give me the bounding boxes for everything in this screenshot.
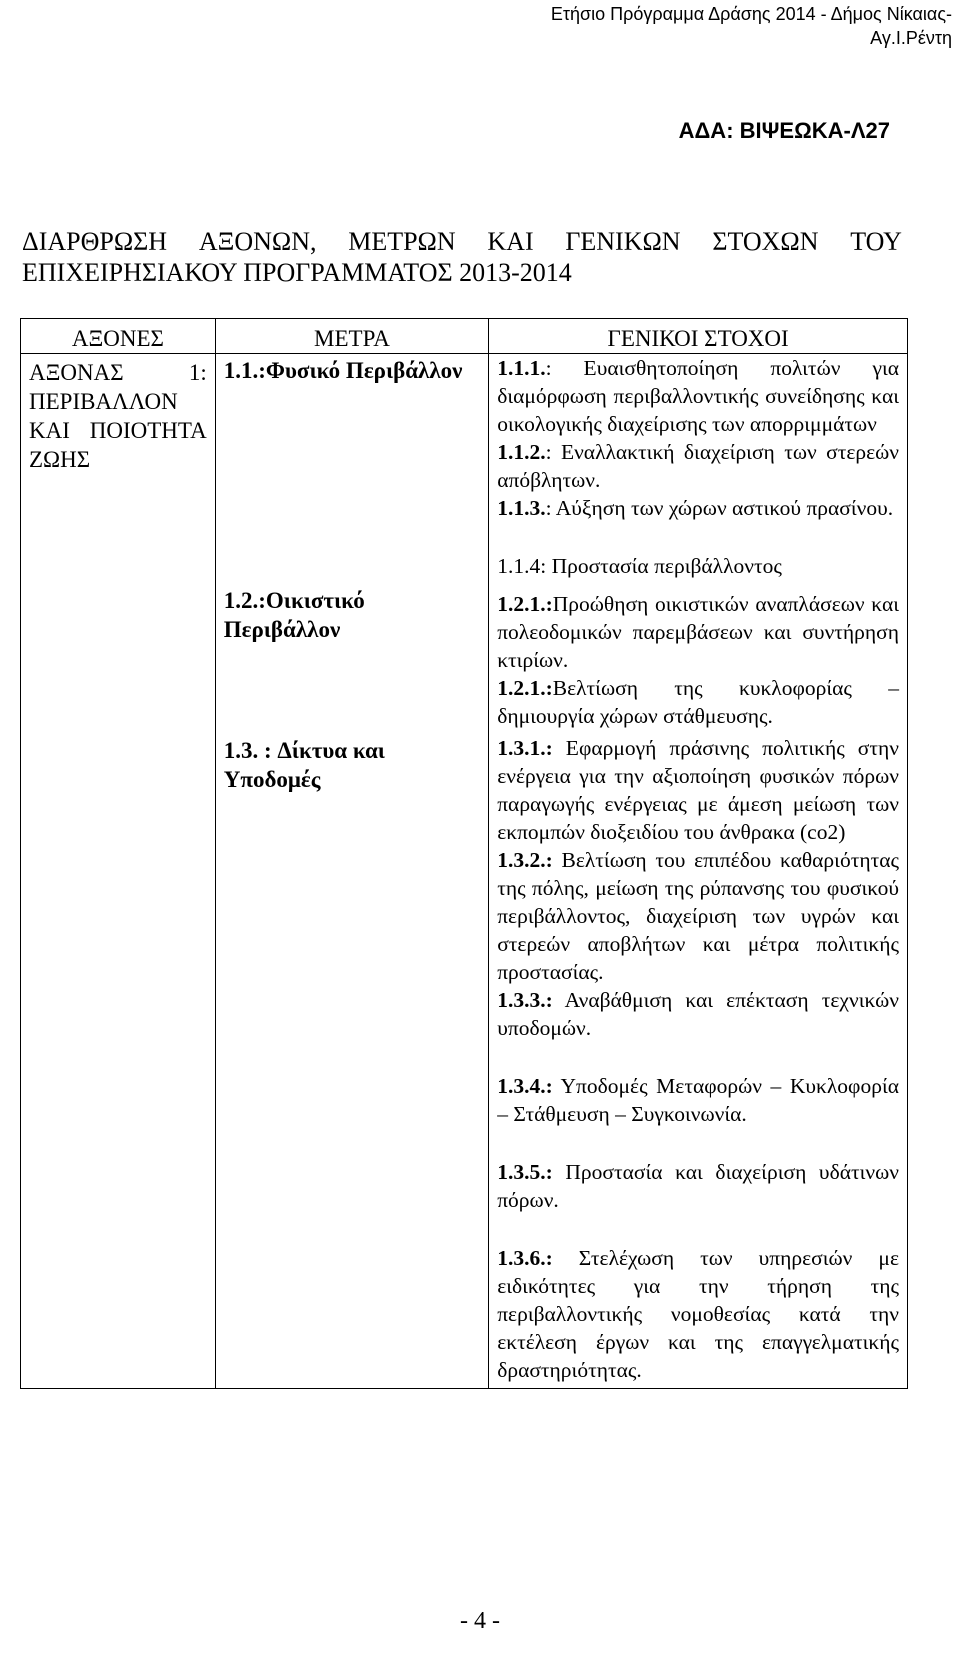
goal-text: Αναβάθμιση και επέκταση τεχνικών υποδομών. (497, 988, 899, 1040)
document-title (22, 226, 902, 288)
goal-item (497, 438, 899, 494)
running-header-line1: Ετήσιο Πρόγραμμα Δράσης 2014 - Δήμος Νίκαιας- (550, 4, 952, 24)
ada-code: ΑΔΑ: ΒΙΨΕΩΚΑ-Λ27 (678, 118, 890, 143)
running-header (432, 2, 952, 50)
goal-code: 1.3.5.: (497, 1160, 553, 1184)
goal-item (497, 674, 899, 730)
goal-item (497, 354, 899, 438)
goal-item (497, 846, 899, 986)
measure-name: Δίκτυα και Υποδομές (223, 738, 385, 792)
goal-text: : Εναλλακτική διαχείριση των στερεών απόβλητων. (497, 440, 899, 492)
goal-text: Προστασία και διαχείριση υδάτινων πόρων. (497, 1160, 899, 1212)
document-title-line2: ΕΠΙΧΕΙΡΗΣΙΑΚΟΥ ΠΡΟΓΡΑΜΜΑΤΟΣ 2013-2014 (22, 258, 572, 287)
title-word: ΓΕΝΙΚΩΝ (565, 227, 681, 256)
page-number: - 4 - (460, 1608, 500, 1634)
goal-text: Προστασία περιβάλλοντος (546, 554, 782, 578)
goal-text: Στελέχωση των υπηρεσιών με ειδικότητες για την τήρηση της περιβαλλοντικής νομοθεσίας κατά την εκτέλεση έργων και της επαγγελματικής δραστηριότητας. (497, 1246, 899, 1382)
axis-cell: ΑΞΟΝΑΣ 1: ΠΕΡΙΒΑΛΛΟΝ ΚΑΙ ΠΟΙΟΤΗΤΑ ΖΩΗΣ (21, 354, 216, 1389)
goal-item (497, 1244, 899, 1384)
goal-code: 1.1.4: (497, 554, 547, 578)
measure-cell-1-3 (215, 734, 488, 1389)
running-header-line2: Αγ.Ι.Ρέντη (870, 28, 952, 48)
measure-code: 1.1.: (223, 358, 266, 383)
goal-code: 1.2.1.: (497, 676, 553, 700)
goal-text: Βελτίωση του επιπέδου καθαριότητας της πόλης, μείωση της ρύπανσης του φυσικού περιβάλλοντος, διαχείριση των υγρών και στερεών αποβλήτων και μέτρα πολιτικής προστασίας. (497, 848, 899, 984)
goal-code: 1.1.2. (497, 440, 546, 464)
goal-item (497, 734, 899, 846)
goal-item (497, 1072, 899, 1128)
goal-code: 1.3.3.: (497, 988, 553, 1012)
title-word: ΚΑΙ (487, 227, 534, 256)
measure-name: Οικιστικό Περιβάλλον (223, 588, 365, 642)
goal-item (497, 494, 899, 522)
goal-text: Εφαρμογή πράσινης πολιτικής στην ενέργεια για την αξιοποίηση φυσικών πόρων παραγωγής ενέργειας με άμεση μείωση των εκπομπών διοξειδίου του άνθρακα (co2) (497, 736, 899, 844)
title-word: ΣΤΟΧΩΝ (712, 227, 819, 256)
goal-text: Υποδομές Μεταφορών – Κυκλοφορία – Στάθμευση – Συγκοινωνία. (497, 1074, 899, 1126)
goal-code: 1.2.1.: (497, 592, 553, 616)
goal-text: : Αύξηση των χώρων αστικού πρασίνου. (545, 496, 894, 520)
measure-code: 1.2.: (223, 588, 266, 613)
goals-cell-1-1 (489, 354, 908, 585)
goals-cell-1-2 (489, 584, 908, 734)
goal-item (497, 1158, 899, 1214)
title-word: ΑΞΟΝΩΝ, (198, 227, 317, 256)
goal-item (497, 590, 899, 674)
goal-code: 1.3.6.: (497, 1246, 553, 1270)
measure-cell-1-1 (215, 354, 488, 585)
column-header-measures: ΜΕΤΡΑ (215, 319, 488, 354)
goal-code: 1.1.3. (497, 496, 546, 520)
column-header-goals: ΓΕΝΙΚΟΙ ΣΤΟΧΟΙ (489, 319, 908, 354)
goal-code: 1.3.1.: (497, 736, 553, 760)
table-row (21, 354, 908, 585)
goal-code: 1.3.4.: (497, 1074, 553, 1098)
goal-item (497, 986, 899, 1042)
axes-table (20, 318, 908, 1389)
measure-name: Φυσικό Περιβάλλον (265, 358, 463, 383)
goal-code: 1.3.2.: (497, 848, 553, 872)
goal-text: Προώθηση οικιστικών αναπλάσεων και πολεοδομικών παρεμβάσεων και συντήρηση κτιρίων. (497, 592, 899, 672)
goal-code: 1.1.1. (497, 356, 546, 380)
title-word: ΔΙΑΡΘΡΩΣΗ (22, 227, 168, 256)
title-word: ΜΕΤΡΩΝ (348, 227, 456, 256)
measure-code: 1.3. : (223, 738, 272, 763)
title-word: ΤΟΥ (850, 227, 902, 256)
goal-item (497, 552, 899, 580)
column-header-axes: ΑΞΟΝΕΣ (21, 319, 216, 354)
document-title-line1 (22, 226, 902, 257)
goals-cell-1-3 (489, 734, 908, 1389)
goal-text: : Ευαισθητοποίηση πολιτών για διαμόρφωση περιβαλλοντικής συνείδησης και οικολογικής διαχείρισης των απορριμμάτων (497, 356, 899, 436)
measure-cell-1-2 (215, 584, 488, 734)
table-header-row (21, 319, 908, 354)
goal-text: Βελτίωση της κυκλοφορίας – δημιουργία χώρων στάθμευσης. (497, 676, 899, 728)
